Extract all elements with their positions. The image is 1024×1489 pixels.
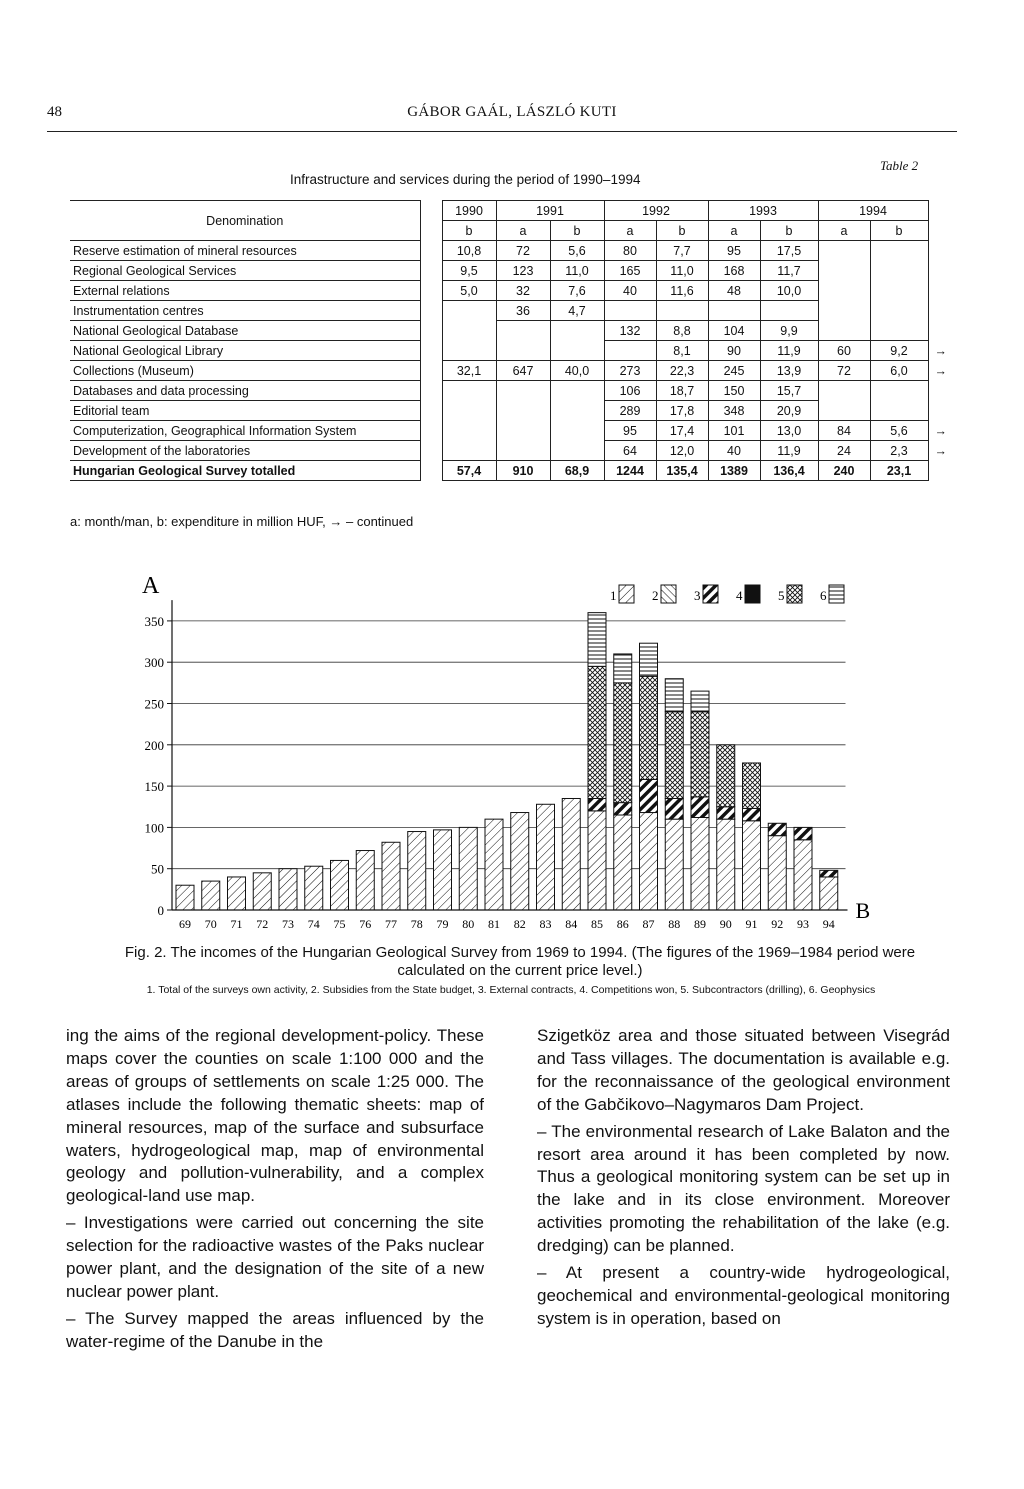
bar-segment-series-3 [614, 803, 632, 815]
table-cell [442, 301, 496, 321]
bar-segment-series-3 [717, 807, 735, 819]
row-label: National Geological Database [70, 321, 420, 341]
bar-segment-series-3 [588, 798, 606, 810]
table-cell: 2,3 [870, 441, 928, 461]
table-cell: 1244 [604, 461, 656, 481]
table-cell [550, 341, 604, 361]
table-cell: 72 [496, 241, 550, 261]
table-cell: 40 [604, 281, 656, 301]
table-row [70, 281, 958, 301]
table-cell [818, 301, 870, 321]
table-cell: 22,3 [656, 361, 708, 381]
legend-swatch [703, 585, 718, 603]
x-tick-label: 85 [591, 917, 603, 931]
table-cell: 910 [496, 461, 550, 481]
bar-segment-series-5 [717, 745, 735, 807]
x-tick-label: 84 [565, 917, 578, 931]
bar-segment-series-5 [614, 683, 632, 803]
table-cell: 11,9 [760, 441, 818, 461]
table-cell: 32 [496, 281, 550, 301]
bar-segment-series-5 [665, 712, 683, 799]
bar-segment-series-1 [202, 881, 220, 910]
table-cell [496, 341, 550, 361]
header-rule [47, 131, 957, 132]
y-axis-label: A [142, 573, 160, 599]
table-cell: 4,7 [550, 301, 604, 321]
bar-segment-series-1 [562, 798, 580, 910]
bar-segment-series-1 [253, 873, 271, 910]
bar-segment-series-1 [511, 813, 529, 910]
bar-segment-series-5 [743, 763, 761, 808]
row-label: Hungarian Geological Survey totalled [70, 461, 420, 481]
bar-segment-series-3 [691, 797, 709, 818]
legend-label: 3 [694, 588, 701, 603]
table-cell: 95 [708, 241, 760, 261]
table-cell [496, 321, 550, 341]
bar-segment-series-6 [614, 654, 632, 683]
paragraph: – The environmental research of Lake Balaton and the resort area around it has been completed by now. Thus a geological monitoring system can be set up in the lake and in its close environment. Moreover activities promoting the rehabilitation of the lake (e.g. dredging) can be planned. [537, 1121, 950, 1256]
table-cell [550, 321, 604, 341]
table-cell [818, 321, 870, 341]
legend-swatch [787, 585, 802, 603]
table-cell: 11,9 [760, 341, 818, 361]
continued-arrow: → [934, 443, 947, 458]
table-cell: 40 [708, 441, 760, 461]
table-cell [496, 421, 550, 441]
bar-segment-series-1 [176, 885, 194, 910]
subheader: b [656, 221, 708, 241]
continued-arrow: → [934, 363, 947, 378]
table-cell: 9,2 [870, 341, 928, 361]
table-cell [818, 381, 870, 401]
legend-swatch [619, 585, 634, 603]
table-row [70, 301, 958, 321]
x-tick-label: 79 [436, 917, 449, 931]
bar-segment-series-5 [640, 676, 658, 779]
table-cell: 90 [708, 341, 760, 361]
year-header: 1994 [818, 201, 928, 221]
denomination-header: Denomination [70, 201, 420, 241]
x-tick-label: 69 [179, 917, 191, 931]
year-header: 1993 [708, 201, 818, 221]
table-cell: 72 [818, 361, 870, 381]
bar-segment-series-3 [640, 779, 658, 812]
paragraph: Szigetköz area and those situated between Visegrád and Tass villages. The documentation is available e.g. for the reconnaissance of the geological environment of the Gabčikovo–Nagymaros Dam Project. [537, 1026, 950, 1114]
table-cell [870, 301, 928, 321]
bar-segment-series-1 [691, 817, 709, 910]
row-label: Regional Geological Services [70, 261, 420, 281]
table-row [70, 241, 958, 261]
table-cell: 11,7 [760, 261, 818, 281]
income-chart [120, 565, 900, 940]
table-note: a: month/man, b: expenditure in million HUF, → – continued [70, 514, 414, 529]
x-tick-label: 74 [307, 917, 320, 931]
year-header: 1992 [604, 201, 708, 221]
continued-arrow: → [934, 423, 947, 438]
subheader: b [870, 221, 928, 241]
table-cell: 106 [604, 381, 656, 401]
table-cell: 57,4 [442, 461, 496, 481]
paragraph: – Investigations were carried out concerning the site selection for the radioactive wastes of the Paks nuclear power plant, and the designation of the site of a new nuclear power plant. [66, 1213, 484, 1301]
body-column-left [66, 1025, 484, 1358]
x-tick-label: 92 [771, 917, 784, 931]
table-label: Table 2 [880, 158, 919, 173]
table-cell [760, 301, 818, 321]
bar-segment-series-1 [665, 819, 683, 910]
continued-arrow: → [934, 343, 947, 358]
table-cell: 12,0 [656, 441, 708, 461]
table-cell [870, 241, 928, 261]
table-cell [442, 441, 496, 461]
table-cell [550, 441, 604, 461]
table-cell: 1389 [708, 461, 760, 481]
bar-segment-series-1 [794, 840, 812, 910]
table-cell: 32,1 [442, 361, 496, 381]
table-cell [604, 341, 656, 361]
table-cell [870, 261, 928, 281]
paragraph: ing the aims of the regional development-policy. These maps cover the counties on scale 1:100 000 and the areas of groups of settlements on scale 1:25 000. The atlases include the following thematic sheets: map of mineral resources, map of the surface and subsurface waters, hydrogeological map, map of environmental geology and pollution-vulnerability, and a complex geological-land use map. [66, 1026, 484, 1206]
table-cell: 11,0 [656, 261, 708, 281]
table-cell: 17,4 [656, 421, 708, 441]
table-cell [870, 321, 928, 341]
y-tick-label: 350 [144, 613, 164, 629]
subheader: a [818, 221, 870, 241]
table-cell [604, 301, 656, 321]
table-cell: 647 [496, 361, 550, 381]
x-tick-label: 76 [359, 917, 372, 931]
x-tick-label: 70 [204, 917, 217, 931]
paragraph: – The Survey mapped the areas influenced by the water-regime of the Danube in the [66, 1308, 484, 1351]
bar-segment-series-5 [588, 666, 606, 798]
table-caption: Infrastructure and services during the period of 1990–1994 [290, 172, 641, 187]
y-tick-label: 200 [144, 737, 164, 753]
table-cell: 101 [708, 421, 760, 441]
table-cell: 95 [604, 421, 656, 441]
table-cell: 240 [818, 461, 870, 481]
table-row [70, 381, 958, 401]
x-tick-label: 91 [745, 917, 758, 931]
bar-segment-series-1 [614, 815, 632, 910]
table-cell [550, 421, 604, 441]
table-cell: 5,6 [870, 421, 928, 441]
table-cell [818, 401, 870, 421]
legend-swatch [745, 585, 760, 603]
bar-segment-series-1 [459, 827, 477, 910]
x-tick-label: 94 [822, 917, 835, 931]
table-cell [496, 441, 550, 461]
y-tick-label: 0 [157, 903, 164, 918]
table-cell: 348 [708, 401, 760, 421]
x-tick-label: 88 [668, 917, 681, 931]
bar-segment-series-1 [331, 860, 349, 910]
table-row [70, 261, 958, 281]
table-cell: 48 [708, 281, 760, 301]
x-axis-label: B [855, 898, 871, 923]
table-cell: 7,7 [656, 241, 708, 261]
bar-segment-series-1 [588, 811, 606, 910]
table-cell [442, 421, 496, 441]
legend-swatch [661, 585, 676, 603]
row-label: Computerization, Geographical Information System [70, 421, 420, 441]
x-tick-label: 93 [797, 917, 809, 931]
body-column-right [537, 1025, 950, 1335]
running-header: GÁBOR GAÁL, LÁSZLÓ KUTI [407, 104, 617, 120]
table-cell [818, 261, 870, 281]
table-cell: 13,0 [760, 421, 818, 441]
page-number: 48 [47, 104, 62, 120]
row-label: National Geological Library [70, 341, 420, 361]
x-tick-label: 80 [462, 917, 475, 931]
table-cell: 17,5 [760, 241, 818, 261]
table-cell: 17,8 [656, 401, 708, 421]
legend-label: 6 [820, 588, 827, 603]
table-cell [442, 401, 496, 421]
row-label: Development of the laboratories [70, 441, 420, 461]
table-cell: 15,7 [760, 381, 818, 401]
bar-segment-series-1 [743, 821, 761, 910]
table-cell: 136,4 [760, 461, 818, 481]
table-cell [870, 401, 928, 421]
bar-segment-series-6 [588, 613, 606, 667]
subheader: a [604, 221, 656, 241]
infrastructure-table [70, 200, 958, 481]
table-cell: 6,0 [870, 361, 928, 381]
subheader: b [550, 221, 604, 241]
table-cell: 168 [708, 261, 760, 281]
subheader: a [496, 221, 550, 241]
table-cell [442, 341, 496, 361]
y-tick-label: 300 [144, 655, 164, 671]
bar-segment-series-1 [820, 877, 838, 910]
table-cell [870, 381, 928, 401]
table-cell: 64 [604, 441, 656, 461]
table-cell: 5,6 [550, 241, 604, 261]
table-cell: 8,8 [656, 321, 708, 341]
legend-label: 5 [778, 588, 785, 603]
bar-segment-series-1 [382, 842, 400, 910]
row-label: External relations [70, 281, 420, 301]
figure-legend-text: 1. Total of the surveys own activity, 2. Subsidies from the State budget, 3. External contracts, 4. Competitions won, 5. Subcontractors (drilling), 6. Geophysics [146, 984, 876, 996]
bar-segment-series-1 [768, 836, 786, 910]
x-tick-label: 81 [488, 917, 500, 931]
table-cell: 11,0 [550, 261, 604, 281]
table-cell: 13,9 [760, 361, 818, 381]
table-cell [708, 301, 760, 321]
y-tick-label: 250 [144, 696, 164, 712]
subheader: a [708, 221, 760, 241]
bar-segment-series-1 [717, 819, 735, 910]
bar-segment-series-3 [665, 798, 683, 819]
x-tick-label: 82 [513, 917, 526, 931]
table-row [70, 421, 958, 441]
bar-segment-series-1 [485, 819, 503, 910]
table-cell: 80 [604, 241, 656, 261]
x-tick-label: 77 [385, 917, 397, 931]
bar-segment-series-1 [537, 804, 555, 910]
subheader: b [442, 221, 496, 241]
table-cell [870, 281, 928, 301]
table-cell: 84 [818, 421, 870, 441]
bar-segment-series-3 [794, 827, 812, 839]
bar-segment-series-3 [743, 808, 761, 820]
table-cell: 165 [604, 261, 656, 281]
table-cell [656, 301, 708, 321]
table-cell: 9,5 [442, 261, 496, 281]
bar-segment-series-5 [691, 712, 709, 797]
bar-segment-series-1 [228, 877, 246, 910]
x-tick-label: 73 [282, 917, 294, 931]
bar-segment-series-1 [434, 830, 452, 910]
table-cell [442, 321, 496, 341]
row-label: Collections (Museum) [70, 361, 420, 381]
table-row [70, 321, 958, 341]
bar-segment-series-1 [279, 869, 297, 910]
year-header: 1991 [496, 201, 604, 221]
table-cell: 104 [708, 321, 760, 341]
row-label: Editorial team [70, 401, 420, 421]
table-cell [442, 381, 496, 401]
table-cell [550, 401, 604, 421]
y-tick-label: 50 [151, 861, 164, 877]
table-cell: 123 [496, 261, 550, 281]
table-cell: 273 [604, 361, 656, 381]
table-row [70, 401, 958, 421]
table-cell: 20,9 [760, 401, 818, 421]
table-cell: 289 [604, 401, 656, 421]
table-cell: 68,9 [550, 461, 604, 481]
paragraph: – At present a country-wide hydrogeological, geochemical and environmental-geological monitoring system is in operation, based on [537, 1263, 950, 1328]
x-tick-label: 72 [256, 917, 269, 931]
table-cell: 132 [604, 321, 656, 341]
legend-swatch [829, 585, 844, 603]
x-tick-label: 78 [410, 917, 423, 931]
bar-segment-series-6 [691, 691, 709, 712]
x-tick-label: 75 [333, 917, 346, 931]
table-cell: 36 [496, 301, 550, 321]
bar-segment-series-1 [305, 866, 323, 910]
x-tick-label: 71 [230, 917, 243, 931]
x-tick-label: 87 [642, 917, 655, 931]
table-cell: 10,8 [442, 241, 496, 261]
table-cell: 10,0 [760, 281, 818, 301]
x-tick-label: 86 [616, 917, 629, 931]
table-cell: 23,1 [870, 461, 928, 481]
figure-caption: Fig. 2. The incomes of the Hungarian Geological Survey from 1969 to 1994. (The figures of the 1969–1984 period were calculated on the current price level.) [124, 944, 916, 979]
bar-segment-series-1 [640, 813, 658, 910]
bar-segment-series-1 [408, 832, 426, 910]
table-cell: 24 [818, 441, 870, 461]
table-cell [550, 381, 604, 401]
table-cell: 8,1 [656, 341, 708, 361]
table-row [70, 341, 958, 361]
table-row [70, 441, 958, 461]
table-cell: 135,4 [656, 461, 708, 481]
bar-segment-series-3 [820, 870, 838, 877]
legend-label: 2 [652, 588, 659, 603]
x-tick-label: 90 [719, 917, 732, 931]
x-tick-label: 83 [539, 917, 552, 931]
legend-label: 4 [736, 588, 743, 603]
bar-segment-series-6 [665, 679, 683, 712]
legend-label: 1 [610, 588, 617, 603]
table-cell: 9,9 [760, 321, 818, 341]
row-label: Instrumentation centres [70, 301, 420, 321]
table-cell: 60 [818, 341, 870, 361]
row-label: Reserve estimation of mineral resources [70, 241, 420, 261]
table-cell: 18,7 [656, 381, 708, 401]
table-cell: 7,6 [550, 281, 604, 301]
x-tick-label: 89 [694, 917, 706, 931]
row-label: Databases and data processing [70, 381, 420, 401]
y-tick-label: 100 [144, 820, 164, 836]
bar-segment-series-3 [768, 823, 786, 835]
table-cell: 150 [708, 381, 760, 401]
table-cell: 40,0 [550, 361, 604, 381]
table-cell [496, 401, 550, 421]
y-tick-label: 150 [144, 779, 164, 795]
bar-segment-series-6 [640, 643, 658, 676]
table-cell [496, 381, 550, 401]
table-cell [818, 241, 870, 261]
table-cell [818, 281, 870, 301]
table-cell: 11,6 [656, 281, 708, 301]
table-cell: 5,0 [442, 281, 496, 301]
bar-segment-series-1 [356, 851, 374, 910]
subheader: b [760, 221, 818, 241]
table-cell: 245 [708, 361, 760, 381]
table-row [70, 361, 958, 381]
year-header: 1990 [442, 201, 496, 221]
table-row [70, 461, 958, 481]
